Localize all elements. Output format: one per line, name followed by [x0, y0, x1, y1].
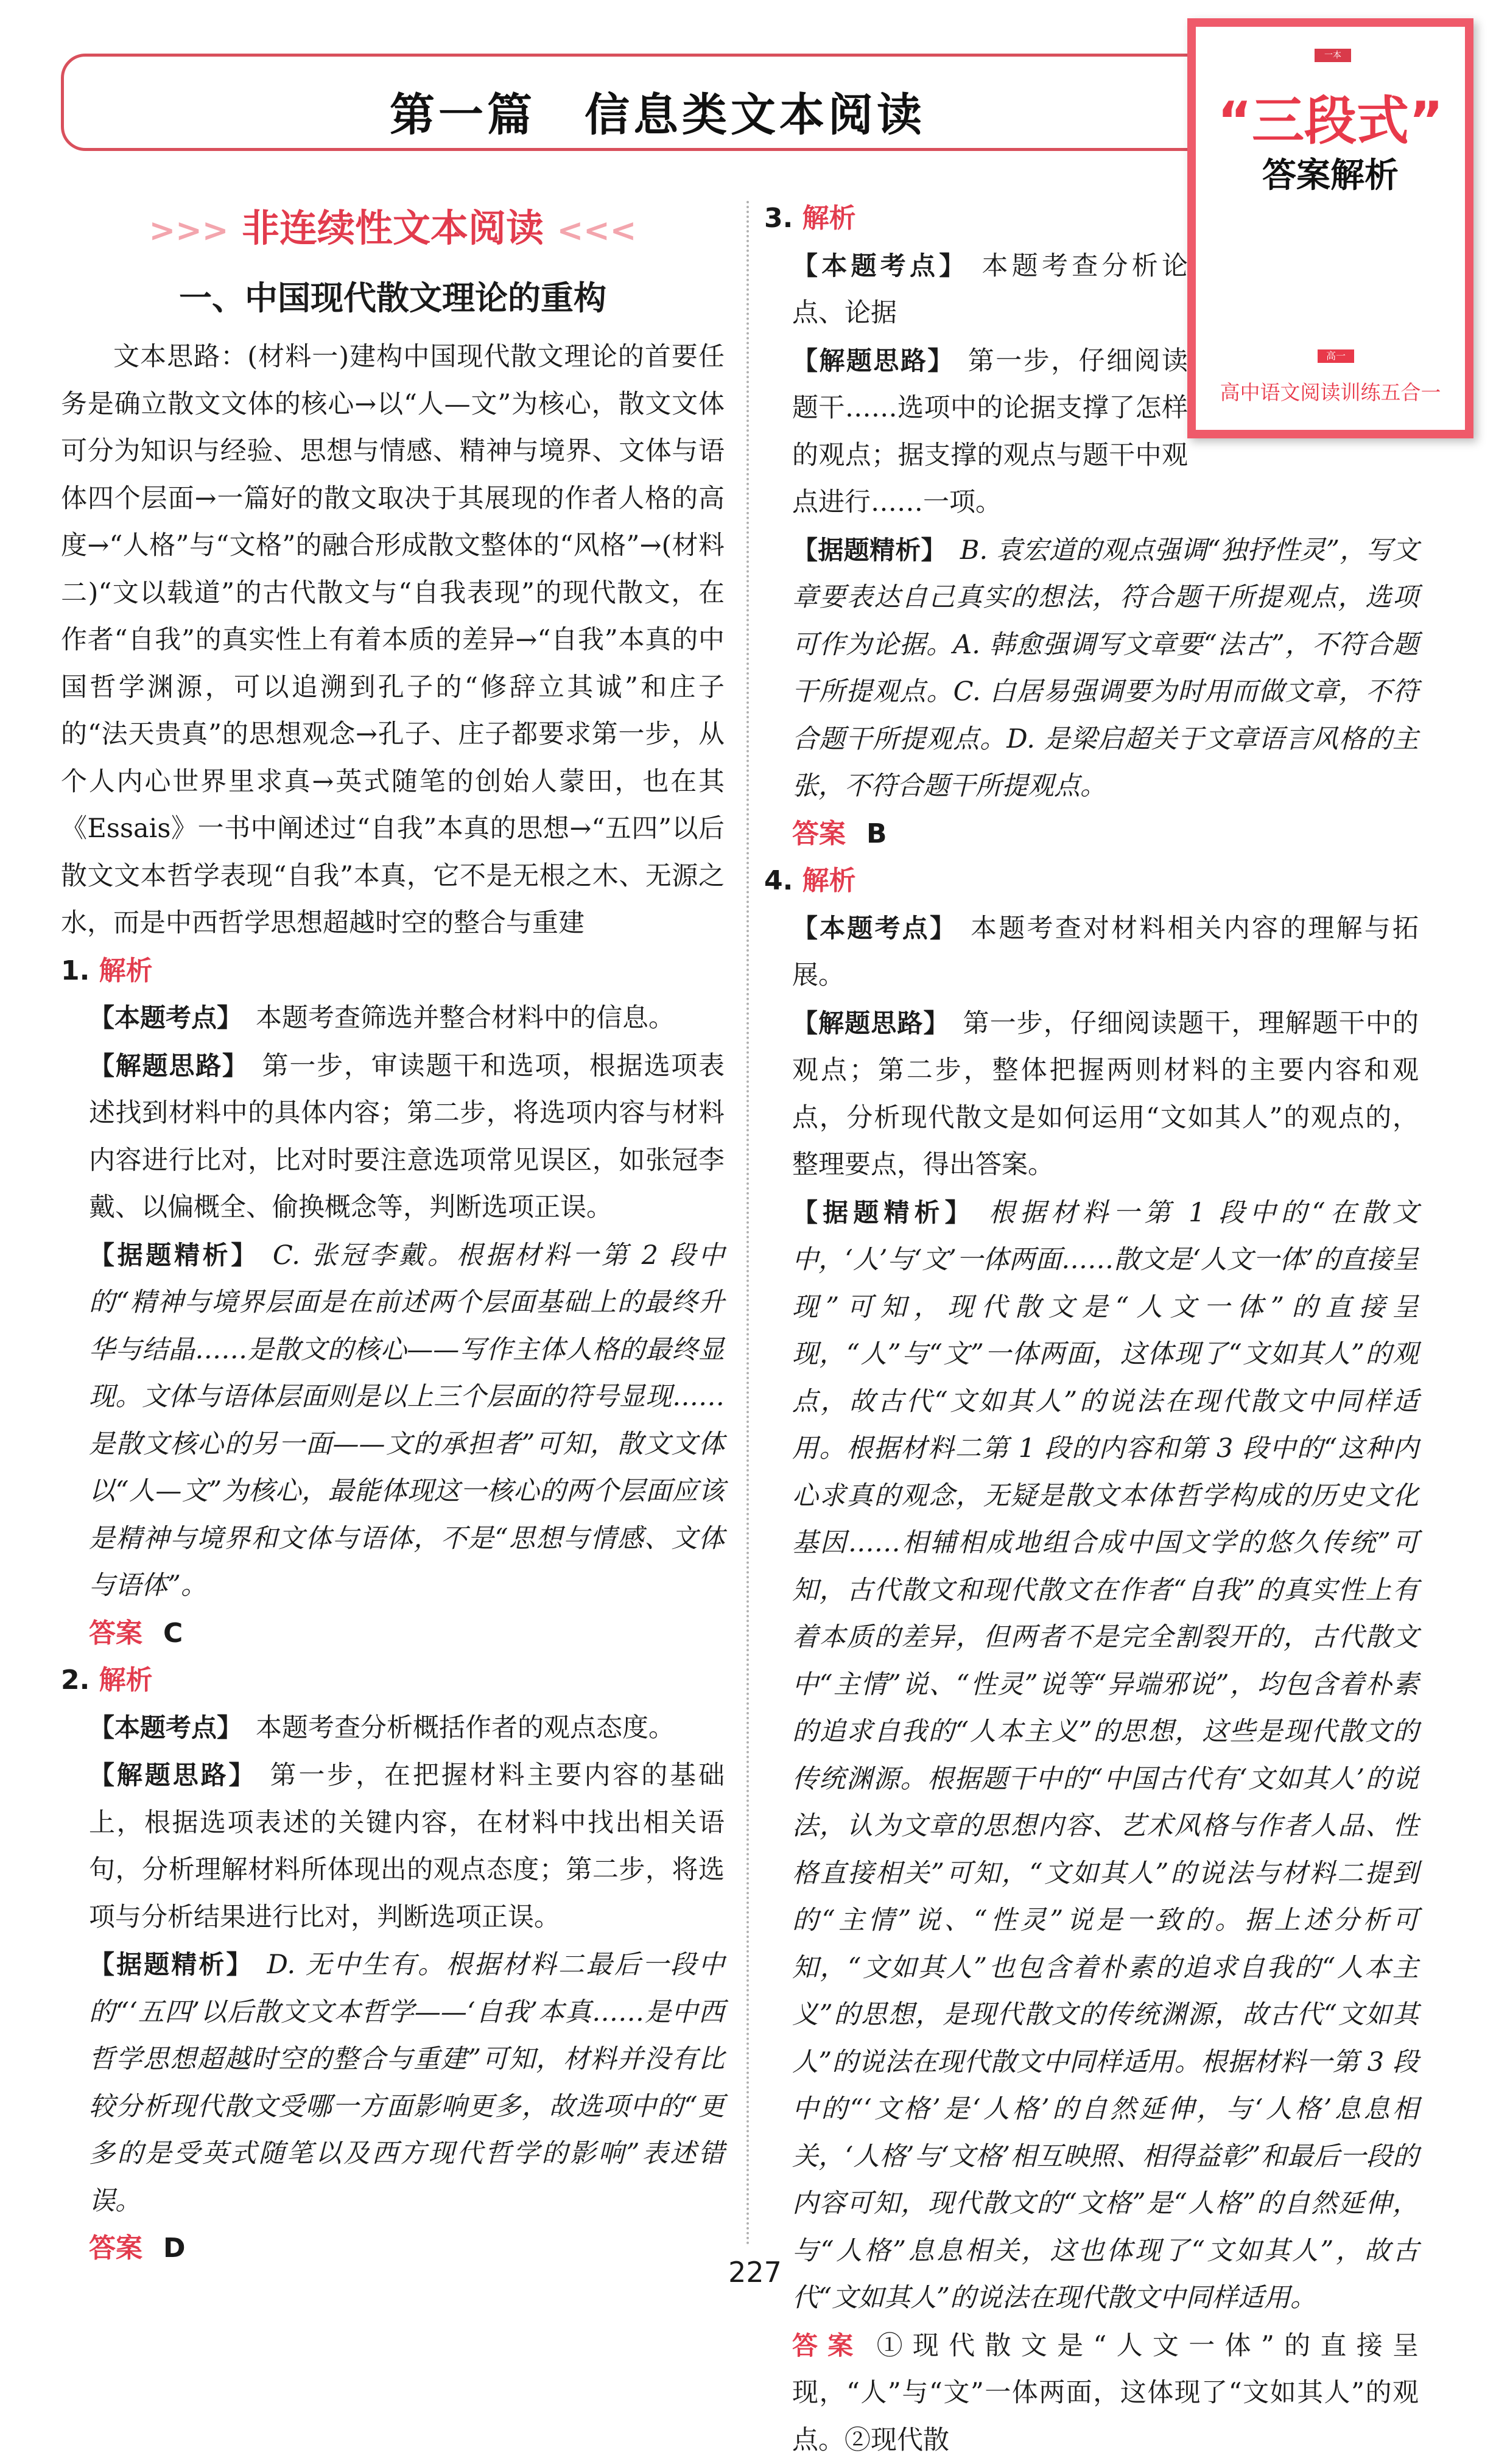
q3-kaodian: 【本题考点】 本题考查分析论点、论据: [764, 242, 1188, 337]
question-2-heading: 2. 解析: [61, 1657, 725, 1704]
q3-silu: 【解题思路】 第一步，仔细阅读题干……选项中的论据支撑了怎样的观点；据支撑的观点与题干中观点进行……一项。: [764, 337, 1188, 527]
column-divider: [746, 201, 749, 2247]
text-outline: 文本思路：(材料一)建构中国现代散文理论的首要任务是确立散文文体的核心→以“人—文”为核心，散文文体可分为知识与经验、思想与情感、精神与境界、文体与语体四个层面→一篇好的散文取决于其展现的作者人格的高度→“人格”与“文格”的融合形成散文整体的“风格”→(材料二)“文以载道”的古代散文与“自我表现”的现代散文，在作者“自我”的真实性上有着本质的差异→“自我”本真的中国哲学渊源，可以追溯到孔子的“修辞立其诚”和庄子的“法天贵真”的思想观念→孔子、庄子都要求第一步，从个人内心世界里求真→英式随笔的创始人蒙田，也在其《Essais》一书中阐述过“自我”本真的思想→“五四”以后散文文本哲学表现“自我”本真，它不是无根之木、无源之水，而是中西哲学思想超越时空的整合与重建: [61, 334, 725, 947]
q4-kaodian: 【本题考点】 本题考查对材料相关内容的理解与拓展。: [764, 905, 1419, 1000]
brand-badge: 一本: [1315, 49, 1351, 62]
book-subtitle: 答案解析: [1196, 149, 1465, 197]
section-subtitle: 一、中国现代散文理论的重构: [61, 262, 725, 334]
q2-silu: 【解题思路】 第一步，在把握材料主要内容的基础上，根据选项表述的关键内容，在材料中找出相关语句，分析理解材料所体现出的观点态度；第二步，将选项与分析结果进行比对，判断选项正误。: [61, 1752, 725, 1941]
q4-silu: 【解题思路】 第一步，仔细阅读题干，理解题干中的观点；第二步，整体把握两则材料的主要内容和观点，分析现代散文是如何运用“文如其人”的观点的，整理要点，得出答案。: [764, 1000, 1419, 1189]
q1-answer: 答案 C: [61, 1610, 725, 1657]
q2-kaodian: 【本题考点】 本题考查分析概括作者的观点态度。: [61, 1704, 725, 1752]
book-title: “三段式”: [1196, 79, 1465, 154]
right-column: [764, 195, 1419, 2464]
q1-jingxi: 【据题精析】 C. 张冠李戴。根据材料一第 2 段中的“精神与境界层面是在前述两个层面基础上的最终升华与结晶……是散文的核心——写作主体人格的最终显现。文体与语体层面则是以上三个层面的符号显现……是散文核心的另一面——文的承担者”可知，散文文体以“人—文”为核心，最能体现这一核心的两个层面应该是精神与境界和文体与语体，不是“思想与情感、文体与语体”。: [61, 1232, 725, 1610]
page-number: 227: [0, 2256, 1510, 2289]
question-1-heading: 1. 解析: [61, 947, 725, 995]
q3-answer: 答案 B: [764, 810, 1419, 858]
book-series: 高中语文阅读训练五合一: [1196, 377, 1465, 405]
q3-jingxi: 【据题精析】 B. 袁宏道的观点强调“独抒性灵”，写文章要表达自己真实的想法，符合题干所提观点，选项可作为论据。A. 韩愈强调写文章要“法古”，不符合题干所提观点。C. 白居易强调要为时用而做文章，不符合题干所提观点。D. 是梁启超关于文章语言风格的主张，不符合题干所提观点。: [764, 527, 1419, 810]
q1-silu: 【解题思路】 第一步，审读题干和选项，根据选项表述找到材料中的具体内容；第二步，将选项内容与材料内容进行比对，比对时要注意选项常见误区，如张冠李戴、以偏概全、偷换概念等，判断选项正误。: [61, 1042, 725, 1232]
left-column: [61, 195, 725, 2272]
q4-answer: 答案 ①现代散文是“人文一体”的直接呈现，“人”与“文”一体两面，这体现了“文如其人”的观点。②现代散: [764, 2322, 1419, 2464]
q2-answer: 答案 D: [61, 2225, 725, 2272]
question-3-heading: 3. 解析: [764, 195, 1419, 242]
q4-jingxi: 【据题精析】 根据材料一第 1 段中的“在散文中，‘人’与‘文’一体两面……散文是‘人文一体’的直接呈现”可知，现代散文是“人文一体”的直接呈现，“人”与“文”一体两面，这体现了“文如其人”的观点，故古代“文如其人”的说法在现代散文中同样适用。根据材料二第 1 段的内容和第 3 段中的“这种内心求真的观念，无疑是散文本体哲学构成的历史文化基因……相辅相成地组合成中国文学的悠久传统”可知，古代散文和现代散文在作者“自我”的真实性上有着本质的差异，但两者不是完全割裂开的，古代散文中“主情”说、“性灵”说等“异端邪说”，均包含着朴素的追求自我的“人本主义”的思想，这些是现代散文的传统渊源。根据题干中的“中国古代有‘文如其人’的说法，认为文章的思想内容、艺术风格与作者人品、性格直接相关”可知，“文如其人”的说法与材料二提到的“主情”说、“性灵”说是一致的。据上述分析可知，“文如其人”也包含着朴素的追求自我的“人本主义”的思想，是现代散文的传统渊源，故古代“文如其人”的说法在现代散文中同样适用。根据材料一第 3 段中的“‘文格’是‘人格’的自然延伸，与‘人格’息息相关，‘人格’与‘文格’相互映照、相得益彰”和最后一段的内容可知，现代散文的“文格”是“人格”的自然延伸，与“人格”息息相关，这也体现了“文如其人”，故古代“文如其人”的说法在现代散文中同样适用。: [764, 1189, 1419, 2322]
question-4-heading: 4. 解析: [764, 857, 1419, 905]
page-title: 第一篇 信息类文本阅读: [0, 79, 1510, 144]
section-heading: >>> 非连续性文本阅读 <<<: [61, 195, 725, 262]
grade-badge: 高一: [1318, 349, 1354, 363]
q2-jingxi: 【据题精析】 D. 无中生有。根据材料二最后一段中的“‘五四’以后散文文本哲学——‘自我’本真……是中西哲学思想超越时空的整合与重建”可知，材料并没有比较分析现代散文受哪一方面影响更多，故选项中的“更多的是受英式随笔以及西方现代哲学的影响”表述错误。: [61, 1941, 725, 2225]
q1-kaodian: 【本题考点】 本题考查筛选并整合材料中的信息。: [61, 994, 725, 1042]
